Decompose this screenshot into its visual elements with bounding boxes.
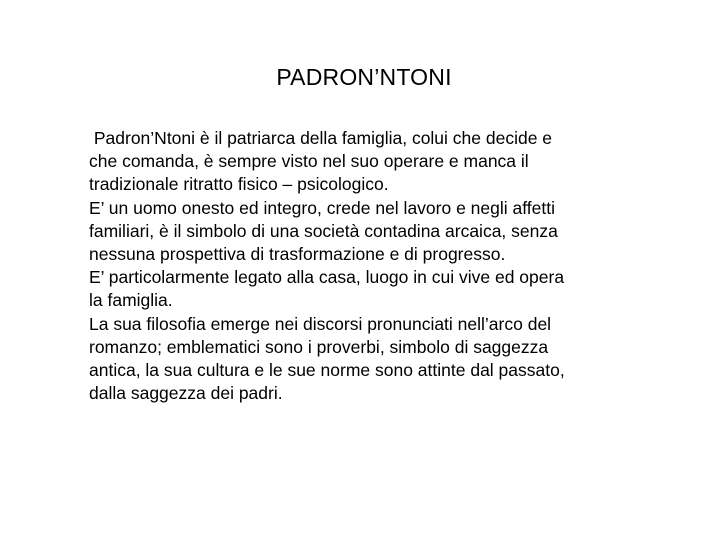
body-line: la famiglia.: [89, 290, 173, 311]
body-line: nessuna prospettiva di trasformazione e di progresso.: [89, 244, 506, 265]
body-line: Padron’Ntoni è il patriarca della famiglia, colui che decide e: [89, 128, 553, 148]
body-line: antica, la sua cultura e le sue norme sono attinte dal passato,: [89, 360, 565, 381]
body-line: La sua filosofia emerge nei discorsi pronunciati nell’arco del: [89, 313, 552, 334]
body-line: E’ particolarmente legato alla casa, luogo in cui vive ed opera: [89, 267, 565, 288]
body-text: [89, 127, 659, 405]
body-line: romanzo; emblematici sono i proverbi, simbolo di saggezza: [89, 336, 549, 357]
body-line: dalla saggezza dei padri.: [89, 383, 283, 404]
body-line: tradizionale ritratto fisico – psicologico.: [89, 174, 389, 195]
body-line: E’ un uomo onesto ed integro, crede nel lavoro e negli affetti: [89, 197, 555, 218]
body-line: che comanda, è sempre visto nel suo operare e manca il: [89, 151, 529, 172]
body-line: familiari, è il simbolo di una società contadina arcaica, senza: [89, 220, 558, 241]
slide-title: PADRON’NTONI: [276, 64, 452, 90]
